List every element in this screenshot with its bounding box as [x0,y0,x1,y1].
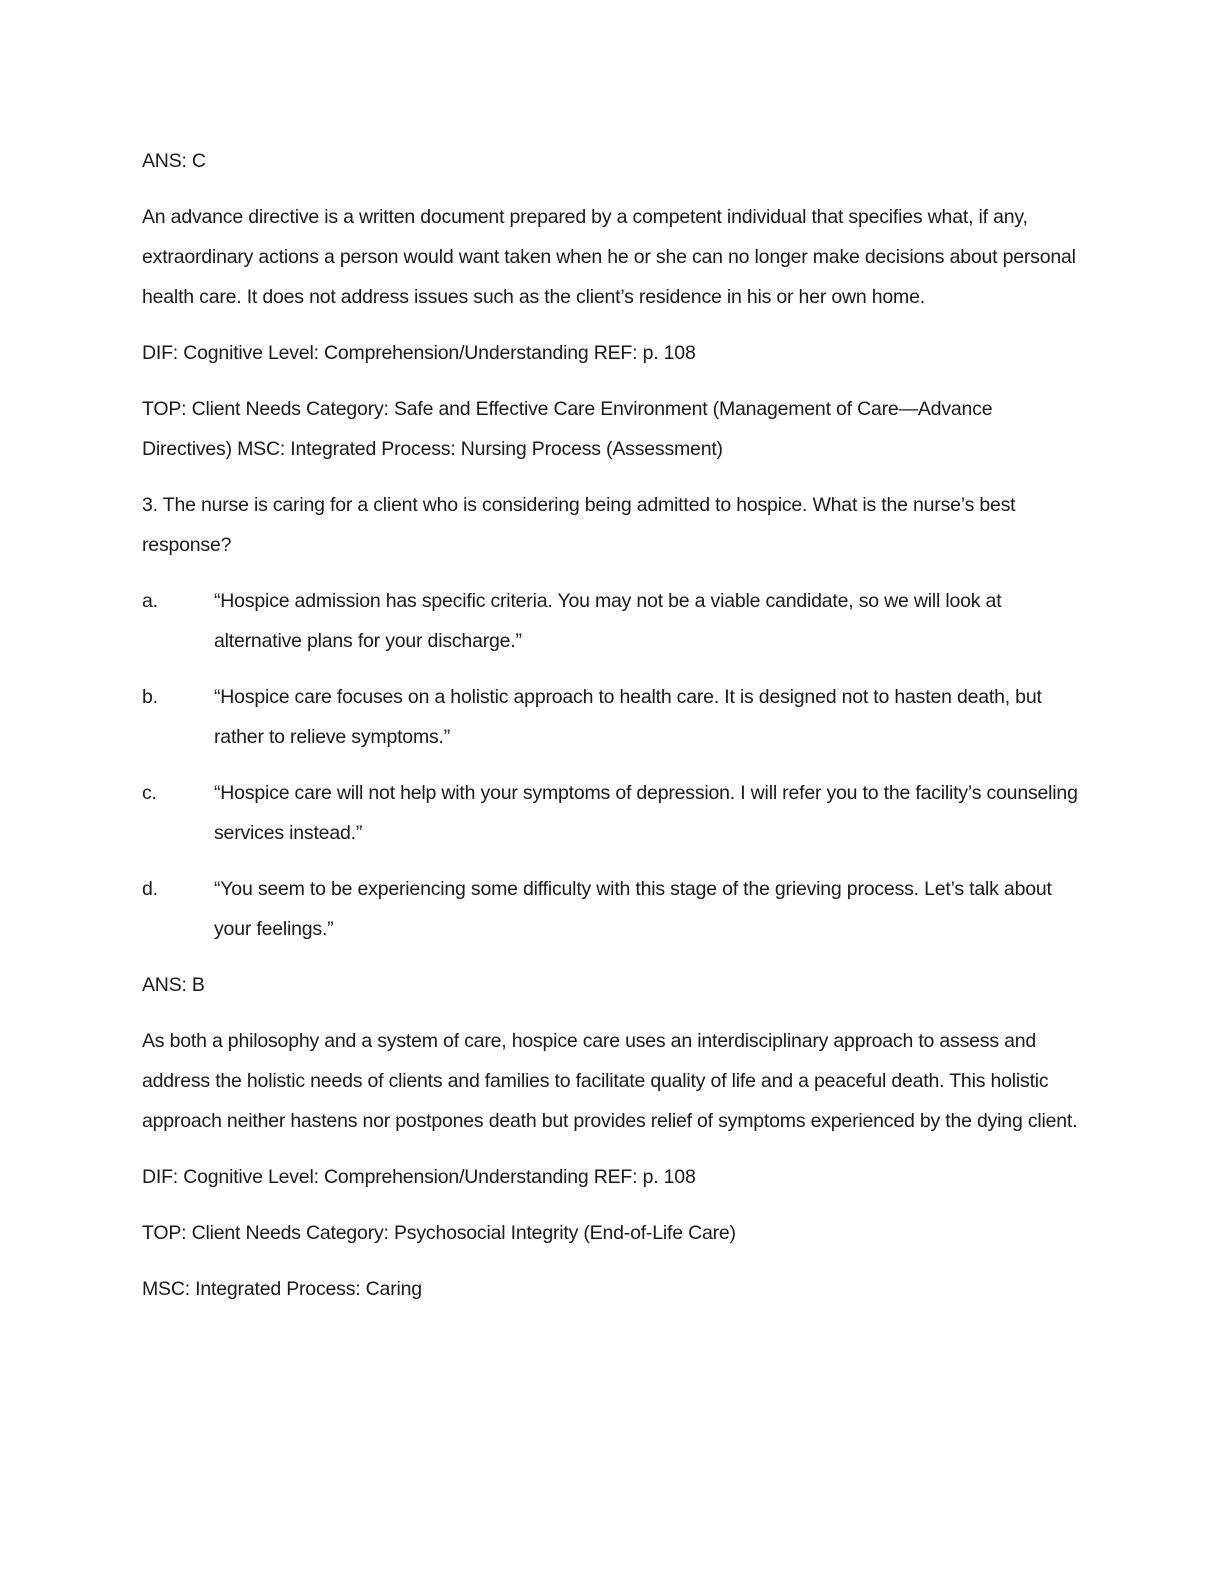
option-text: “Hospice care will not help with your symptoms of depression. I will refer you to the facility’s counseling services instead.” [214,782,1078,844]
rationale-paragraph: As both a philosophy and a system of care, hospice care uses an interdisciplinary approach to assess and address the holistic needs of clients and families to facilitate quality of life and a peaceful death. This holistic approach neither hastens nor postpones death but provides relief of symptoms experienced by the dying client. [142,1030,1078,1132]
topic-line: TOP: Client Needs Category: Safe and Effective Care Environment (Management of Care—Advance Directives) MSC: Integrated Process: Nursing Process (Assessment) [142,398,993,460]
answer-option [142,869,1082,949]
msc-line: MSC: Integrated Process: Caring [142,1278,422,1300]
option-text: “Hospice care focuses on a holistic approach to health care. It is designed not to hasten death, but rather to relieve symptoms.” [214,686,1042,748]
option-letter: a. [142,590,158,612]
answer-option [142,677,1082,757]
answer-line: ANS: B [142,974,205,996]
rationale-paragraph: An advance directive is a written document prepared by a competent individual that specifies what, if any, extraordinary actions a person would want taken when he or she can no longer make decisions about personal health care. It does not address issues such as the client’s residence in his or her own home. [142,206,1076,308]
document-page [142,141,1082,1325]
option-letter: d. [142,878,158,900]
difficulty-line: DIF: Cognitive Level: Comprehension/Understanding REF: p. 108 [142,342,696,364]
option-letter: c. [142,782,157,804]
topic-line: TOP: Client Needs Category: Psychosocial Integrity (End-of-Life Care) [142,1222,736,1244]
option-text: “You seem to be experiencing some difficulty with this stage of the grieving process. Let’s talk about your feelings.” [214,878,1052,940]
answer-option [142,773,1082,853]
question-stem: 3. The nurse is caring for a client who is considering being admitted to hospice. What is the nurse’s best response? [142,494,1016,556]
option-letter: b. [142,686,158,708]
answer-option [142,581,1082,661]
option-text: “Hospice admission has specific criteria. You may not be a viable candidate, so we will look at alternative plans for your discharge.” [214,590,1002,652]
answer-line: ANS: C [142,150,206,172]
difficulty-line: DIF: Cognitive Level: Comprehension/Understanding REF: p. 108 [142,1166,696,1188]
